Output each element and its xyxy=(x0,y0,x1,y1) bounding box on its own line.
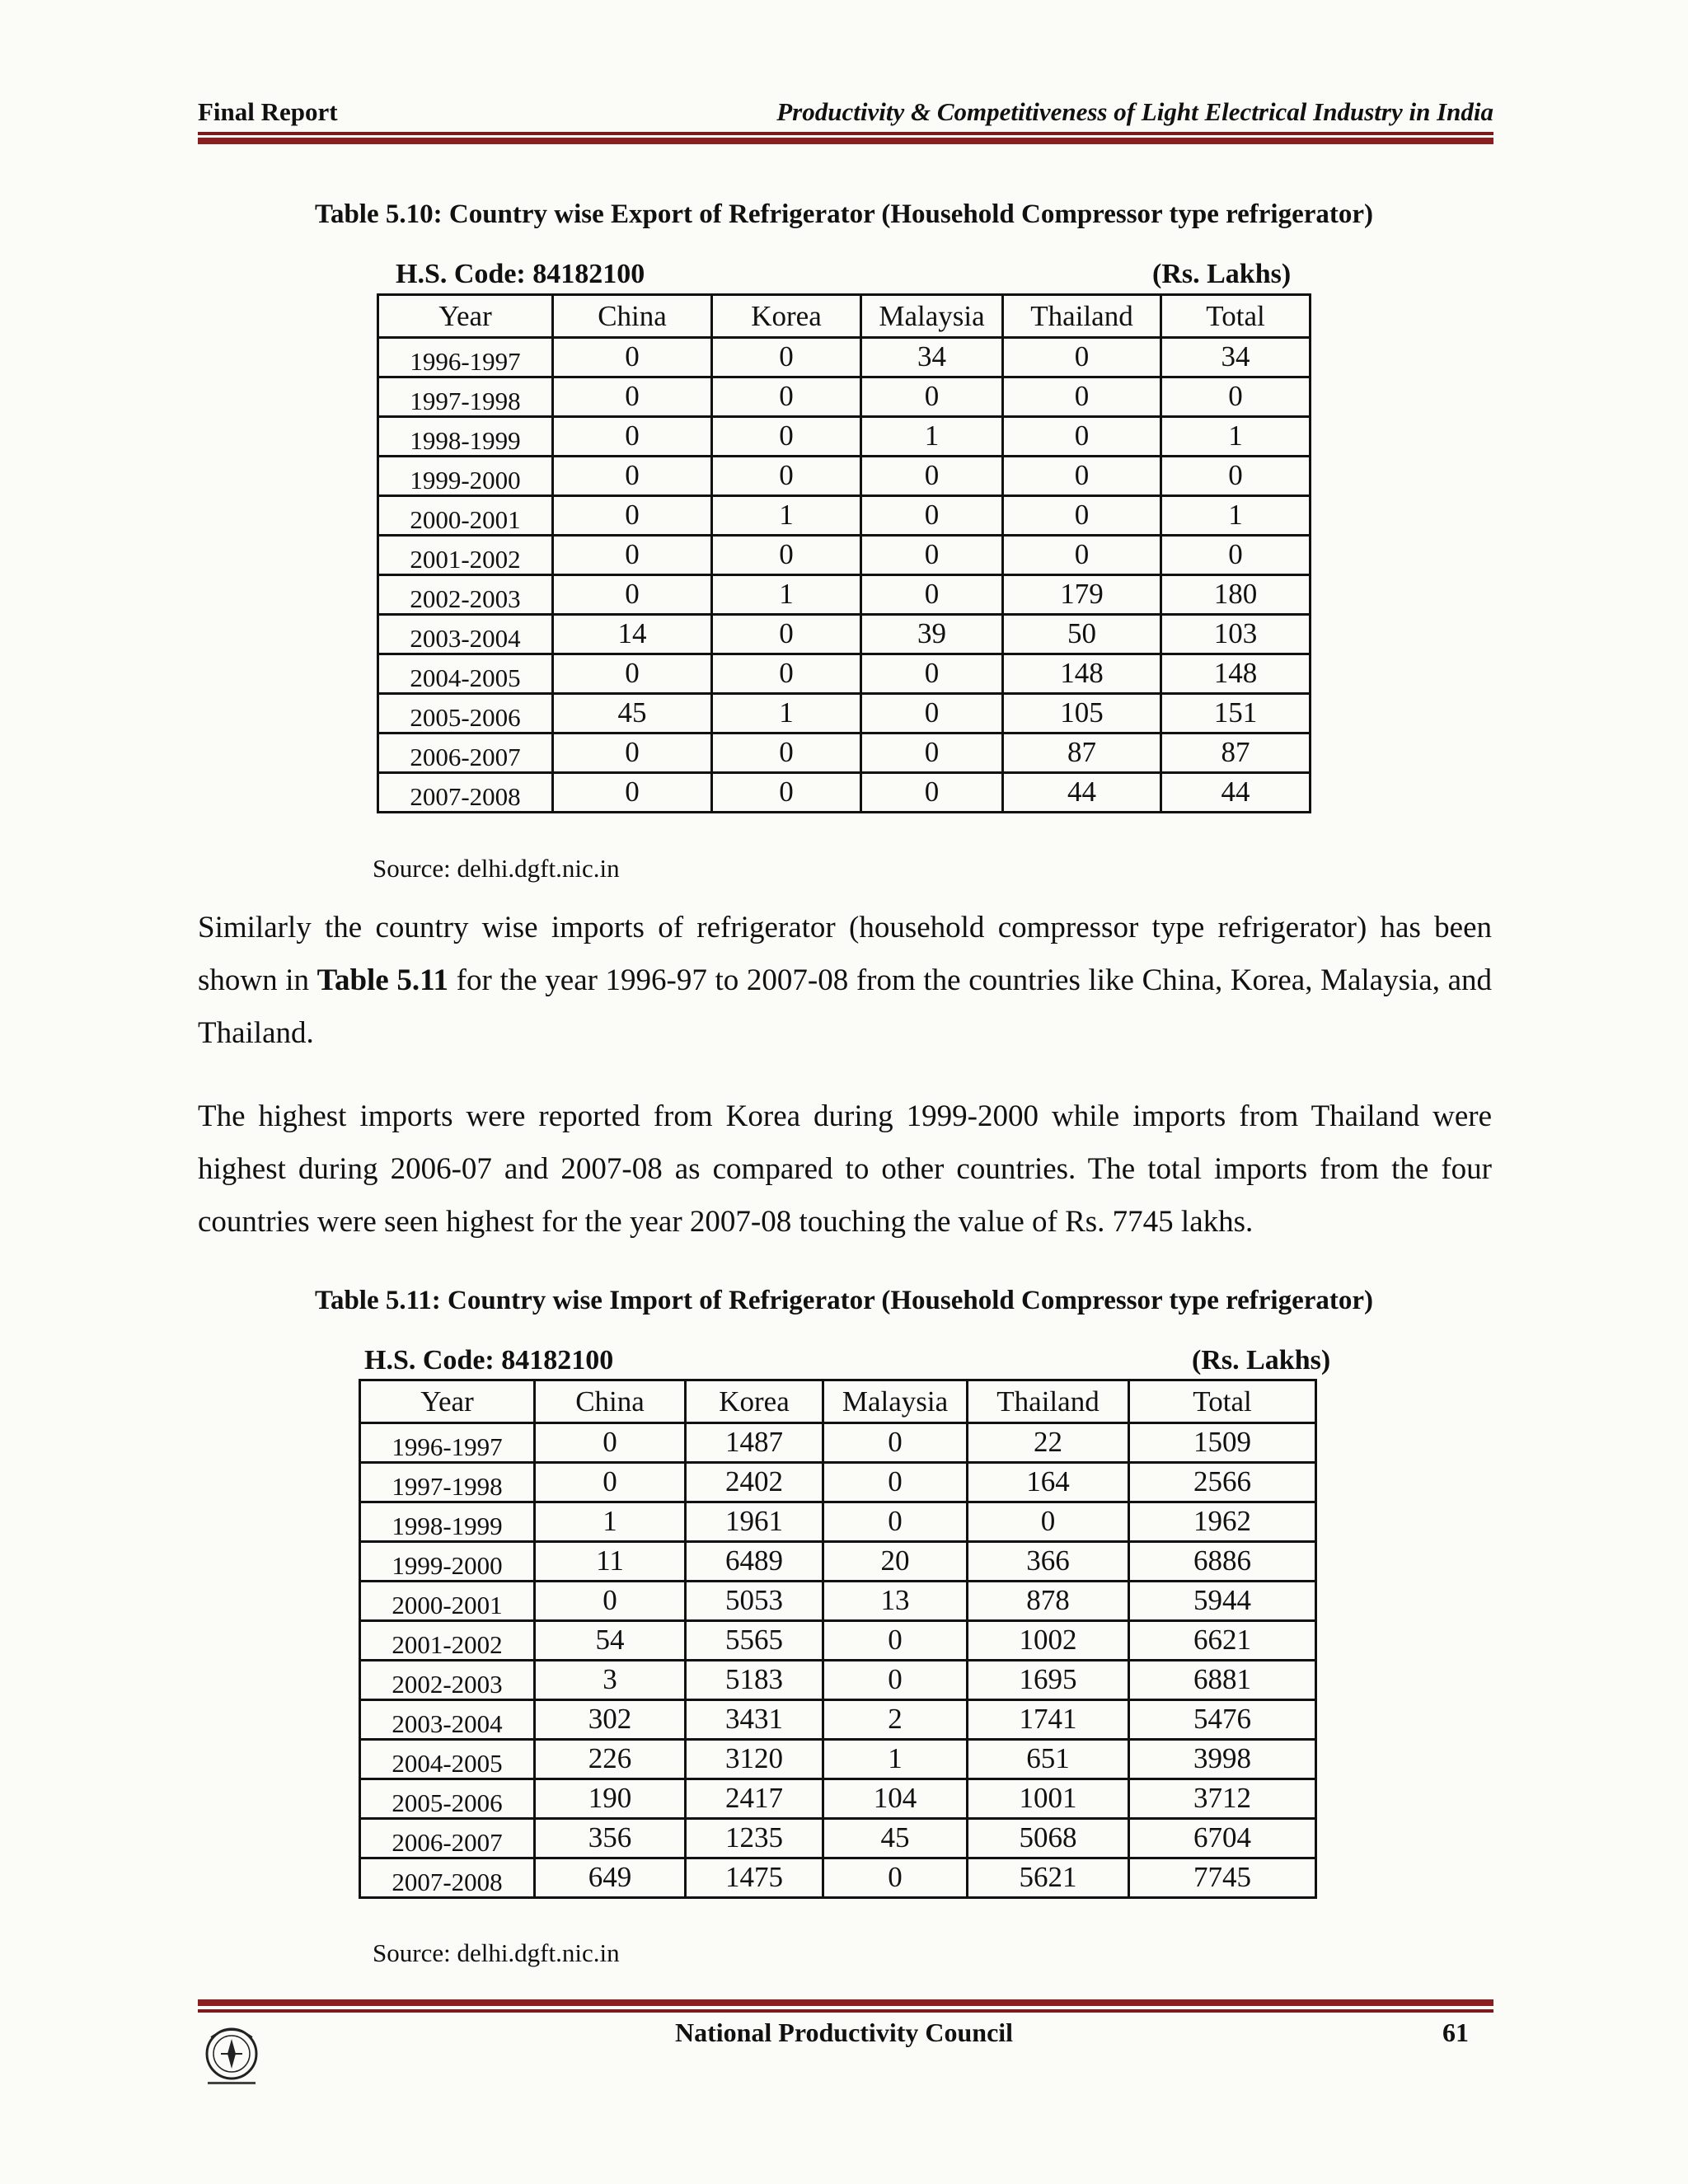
table1-col-header: China xyxy=(553,295,712,338)
table-row xyxy=(360,1423,1316,1463)
value-cell: 1 xyxy=(535,1502,686,1542)
value-cell: 0 xyxy=(712,773,861,813)
table2-col-header: China xyxy=(535,1380,686,1423)
value-cell: 13 xyxy=(823,1582,968,1621)
table-row xyxy=(360,1740,1316,1779)
table-row xyxy=(378,733,1311,773)
value-cell: 6489 xyxy=(686,1542,823,1582)
table1-unit: (Rs. Lakhs) xyxy=(1152,259,1292,289)
value-cell: 5565 xyxy=(686,1621,823,1661)
value-cell: 0 xyxy=(1161,377,1311,417)
table2-col-header: Korea xyxy=(686,1380,823,1423)
table-row xyxy=(378,694,1311,733)
table-row xyxy=(360,1463,1316,1502)
table-row xyxy=(378,773,1311,813)
value-cell: 20 xyxy=(823,1542,968,1582)
value-cell: 0 xyxy=(553,377,712,417)
value-cell: 878 xyxy=(968,1582,1129,1621)
value-cell: 14 xyxy=(553,615,712,654)
table1-col-header: Year xyxy=(378,295,553,338)
table2-header-row xyxy=(360,1380,1316,1423)
value-cell: 0 xyxy=(1003,338,1161,377)
value-cell: 1002 xyxy=(968,1621,1129,1661)
value-cell: 164 xyxy=(968,1463,1129,1502)
table-row xyxy=(360,1502,1316,1542)
value-cell: 0 xyxy=(1003,496,1161,536)
row-year-cell: 1996-1997 xyxy=(360,1423,535,1463)
value-cell: 1 xyxy=(712,575,861,615)
value-cell: 148 xyxy=(1161,654,1311,694)
paragraph-imports-highlights: The highest imports were reported from Korea during 1999-2000 while imports from Thailand were highest during 2006-07 and 2007-08 as compared to other countries. The total imports from the four countries were seen highest for the year 2007-08 touching the value of Rs. 7745 lakhs. xyxy=(198,1099,1492,1239)
value-cell: 87 xyxy=(1161,733,1311,773)
value-cell: 0 xyxy=(712,457,861,496)
value-cell: 0 xyxy=(1003,457,1161,496)
value-cell: 0 xyxy=(712,733,861,773)
value-cell: 0 xyxy=(823,1621,968,1661)
value-cell: 0 xyxy=(553,338,712,377)
value-cell: 0 xyxy=(861,536,1003,575)
row-year-cell: 1998-1999 xyxy=(378,417,553,457)
value-cell: 6704 xyxy=(1129,1819,1316,1858)
table-row xyxy=(378,496,1311,536)
value-cell: 190 xyxy=(535,1779,686,1819)
value-cell: 0 xyxy=(823,1661,968,1700)
value-cell: 0 xyxy=(861,457,1003,496)
value-cell: 0 xyxy=(1161,536,1311,575)
row-year-cell: 2007-2008 xyxy=(360,1858,535,1898)
value-cell: 0 xyxy=(1161,457,1311,496)
table1-header-row xyxy=(378,295,1311,338)
value-cell: 0 xyxy=(553,417,712,457)
value-cell: 1 xyxy=(1161,496,1311,536)
value-cell: 0 xyxy=(1003,417,1161,457)
value-cell: 2 xyxy=(823,1700,968,1740)
value-cell: 5068 xyxy=(968,1819,1129,1858)
value-cell: 226 xyxy=(535,1740,686,1779)
value-cell: 5944 xyxy=(1129,1582,1316,1621)
value-cell: 11 xyxy=(535,1542,686,1582)
value-cell: 6886 xyxy=(1129,1542,1316,1582)
value-cell: 1 xyxy=(712,694,861,733)
value-cell: 34 xyxy=(1161,338,1311,377)
value-cell: 44 xyxy=(1161,773,1311,813)
value-cell: 45 xyxy=(823,1819,968,1858)
row-year-cell: 2001-2002 xyxy=(360,1621,535,1661)
value-cell: 0 xyxy=(712,417,861,457)
value-cell: 0 xyxy=(553,773,712,813)
value-cell: 649 xyxy=(535,1858,686,1898)
table2-col-header: Thailand xyxy=(968,1380,1129,1423)
value-cell: 0 xyxy=(712,338,861,377)
header-right-title: Productivity & Competitiveness of Light Electrical Industry in India xyxy=(776,97,1493,126)
value-cell: 356 xyxy=(535,1819,686,1858)
header-rule-thin xyxy=(198,132,1493,135)
value-cell: 7745 xyxy=(1129,1858,1316,1898)
value-cell: 1 xyxy=(861,417,1003,457)
table2-col-header: Malaysia xyxy=(823,1380,968,1423)
value-cell: 1962 xyxy=(1129,1502,1316,1542)
table-row xyxy=(360,1582,1316,1621)
value-cell: 1235 xyxy=(686,1819,823,1858)
value-cell: 0 xyxy=(712,536,861,575)
value-cell: 3712 xyxy=(1129,1779,1316,1819)
table1-source: Source: delhi.dgft.nic.in xyxy=(373,854,620,883)
row-year-cell: 2005-2006 xyxy=(378,694,553,733)
value-cell: 1695 xyxy=(968,1661,1129,1700)
value-cell: 3 xyxy=(535,1661,686,1700)
table1-caption: Table 5.10: Country wise Export of Refrigerator (Household Compressor type refrigerator) xyxy=(314,199,1374,229)
value-cell: 2417 xyxy=(686,1779,823,1819)
row-year-cell: 2001-2002 xyxy=(378,536,553,575)
value-cell: 0 xyxy=(823,1502,968,1542)
value-cell: 0 xyxy=(968,1502,1129,1542)
row-year-cell: 1997-1998 xyxy=(378,377,553,417)
value-cell: 1 xyxy=(712,496,861,536)
value-cell: 180 xyxy=(1161,575,1311,615)
value-cell: 1741 xyxy=(968,1700,1129,1740)
value-cell: 0 xyxy=(553,654,712,694)
table-row xyxy=(378,654,1311,694)
table-row xyxy=(360,1779,1316,1819)
table-row xyxy=(378,536,1311,575)
value-cell: 5621 xyxy=(968,1858,1129,1898)
value-cell: 0 xyxy=(712,654,861,694)
value-cell: 0 xyxy=(553,733,712,773)
value-cell: 651 xyxy=(968,1740,1129,1779)
value-cell: 3120 xyxy=(686,1740,823,1779)
footer-rule-thin xyxy=(198,2009,1493,2013)
table-row xyxy=(360,1661,1316,1700)
value-cell: 0 xyxy=(823,1423,968,1463)
value-cell: 5476 xyxy=(1129,1700,1316,1740)
table1-col-header: Total xyxy=(1161,295,1311,338)
value-cell: 22 xyxy=(968,1423,1129,1463)
row-year-cell: 1999-2000 xyxy=(378,457,553,496)
value-cell: 0 xyxy=(712,615,861,654)
value-cell: 54 xyxy=(535,1621,686,1661)
table-row xyxy=(378,338,1311,377)
value-cell: 39 xyxy=(861,615,1003,654)
row-year-cell: 1998-1999 xyxy=(360,1502,535,1542)
table2-source: Source: delhi.dgft.nic.in xyxy=(373,1938,620,1967)
value-cell: 1961 xyxy=(686,1502,823,1542)
row-year-cell: 1996-1997 xyxy=(378,338,553,377)
value-cell: 0 xyxy=(535,1423,686,1463)
value-cell: 2566 xyxy=(1129,1463,1316,1502)
table-row xyxy=(360,1858,1316,1898)
value-cell: 0 xyxy=(823,1858,968,1898)
value-cell: 0 xyxy=(1003,377,1161,417)
table2-caption: Table 5.11: Country wise Import of Refrigerator (Household Compressor type refrigerator) xyxy=(314,1286,1374,1315)
value-cell: 0 xyxy=(861,575,1003,615)
table-row xyxy=(378,615,1311,654)
value-cell: 0 xyxy=(535,1582,686,1621)
value-cell: 302 xyxy=(535,1700,686,1740)
row-year-cell: 2005-2006 xyxy=(360,1779,535,1819)
page-header xyxy=(198,97,1493,134)
row-year-cell: 2006-2007 xyxy=(378,733,553,773)
row-year-cell: 2002-2003 xyxy=(378,575,553,615)
value-cell: 6621 xyxy=(1129,1621,1316,1661)
value-cell: 0 xyxy=(861,773,1003,813)
header-rule-thick xyxy=(198,138,1493,144)
table2-unit: (Rs. Lakhs) xyxy=(1192,1345,1331,1376)
header-left-title: Final Report xyxy=(198,97,338,126)
table1-hs-code: H.S. Code: 84182100 xyxy=(396,259,645,289)
value-cell: 179 xyxy=(1003,575,1161,615)
value-cell: 3431 xyxy=(686,1700,823,1740)
page-number: 61 xyxy=(1442,2018,1469,2047)
table-row xyxy=(360,1819,1316,1858)
row-year-cell: 2004-2005 xyxy=(378,654,553,694)
value-cell: 1509 xyxy=(1129,1423,1316,1463)
table-row xyxy=(378,575,1311,615)
value-cell: 104 xyxy=(823,1779,968,1819)
para1-text-after: for the year 1996-97 to 2007-08 from the countries like China, Korea, Malaysia, and Thailand. xyxy=(198,963,1493,1050)
value-cell: 0 xyxy=(553,457,712,496)
table-row xyxy=(378,417,1311,457)
table2-import xyxy=(359,1379,1317,1899)
value-cell: 44 xyxy=(1003,773,1161,813)
value-cell: 6881 xyxy=(1129,1661,1316,1700)
row-year-cell: 2000-2001 xyxy=(360,1582,535,1621)
table-row xyxy=(378,377,1311,417)
value-cell: 0 xyxy=(861,733,1003,773)
value-cell: 0 xyxy=(553,496,712,536)
value-cell: 0 xyxy=(861,694,1003,733)
value-cell: 5183 xyxy=(686,1661,823,1700)
row-year-cell: 2003-2004 xyxy=(378,615,553,654)
value-cell: 50 xyxy=(1003,615,1161,654)
npc-emblem-icon xyxy=(196,2021,267,2092)
value-cell: 5053 xyxy=(686,1582,823,1621)
paragraph-imports-intro xyxy=(198,902,1492,1060)
table2-col-header: Total xyxy=(1129,1380,1316,1423)
row-year-cell: 2007-2008 xyxy=(378,773,553,813)
value-cell: 151 xyxy=(1161,694,1311,733)
value-cell: 0 xyxy=(861,377,1003,417)
value-cell: 366 xyxy=(968,1542,1129,1582)
value-cell: 87 xyxy=(1003,733,1161,773)
footer-organization: National Productivity Council xyxy=(674,2018,1014,2047)
value-cell: 0 xyxy=(535,1463,686,1502)
row-year-cell: 2003-2004 xyxy=(360,1700,535,1740)
row-year-cell: 2004-2005 xyxy=(360,1740,535,1779)
row-year-cell: 1997-1998 xyxy=(360,1463,535,1502)
value-cell: 1487 xyxy=(686,1423,823,1463)
table2-hs-code: H.S. Code: 84182100 xyxy=(364,1345,614,1376)
table1-col-header: Korea xyxy=(712,295,861,338)
value-cell: 0 xyxy=(861,496,1003,536)
value-cell: 1475 xyxy=(686,1858,823,1898)
row-year-cell: 2000-2001 xyxy=(378,496,553,536)
para1-text-before: Similarly the country wise imports of refrigerator (household compressor type refrigerator) has been shown in xyxy=(198,911,1492,997)
table2-col-header: Year xyxy=(360,1380,535,1423)
row-year-cell: 2002-2003 xyxy=(360,1661,535,1700)
table-row xyxy=(360,1542,1316,1582)
table-row xyxy=(360,1621,1316,1661)
row-year-cell: 1999-2000 xyxy=(360,1542,535,1582)
table1-col-header: Thailand xyxy=(1003,295,1161,338)
row-year-cell: 2006-2007 xyxy=(360,1819,535,1858)
value-cell: 0 xyxy=(712,377,861,417)
value-cell: 3998 xyxy=(1129,1740,1316,1779)
value-cell: 0 xyxy=(861,654,1003,694)
value-cell: 1001 xyxy=(968,1779,1129,1819)
value-cell: 0 xyxy=(553,536,712,575)
table-row xyxy=(378,457,1311,496)
value-cell: 0 xyxy=(553,575,712,615)
value-cell: 1 xyxy=(823,1740,968,1779)
value-cell: 45 xyxy=(553,694,712,733)
value-cell: 2402 xyxy=(686,1463,823,1502)
value-cell: 105 xyxy=(1003,694,1161,733)
value-cell: 1 xyxy=(1161,417,1311,457)
para1-table-ref: Table 5.11 xyxy=(316,963,449,997)
value-cell: 0 xyxy=(1003,536,1161,575)
table1-col-header: Malaysia xyxy=(861,295,1003,338)
value-cell: 0 xyxy=(823,1463,968,1502)
value-cell: 103 xyxy=(1161,615,1311,654)
value-cell: 148 xyxy=(1003,654,1161,694)
value-cell: 34 xyxy=(861,338,1003,377)
table-row xyxy=(360,1700,1316,1740)
footer-rule-thick xyxy=(198,1999,1493,2006)
table1-export xyxy=(377,293,1311,813)
